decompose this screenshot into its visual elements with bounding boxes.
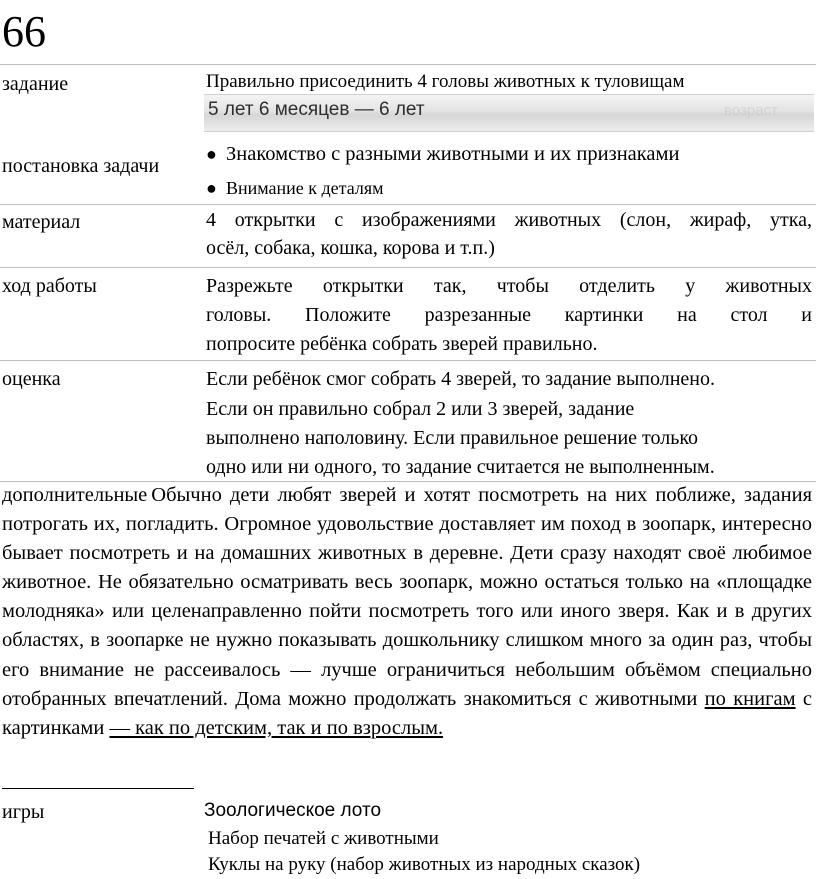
- evaluation-line-4: одно или ни одного, то задание считается не выполненным.: [206, 456, 715, 478]
- additional-text-mid: с картинками: [2, 687, 812, 739]
- row-divider: [0, 267, 816, 268]
- section-rule: [2, 788, 194, 789]
- games-label: игры: [2, 801, 45, 823]
- goal-label: постановка задачи: [2, 155, 160, 177]
- material-line-2: осёл, собака, кошка, корова и т.п.): [206, 237, 495, 259]
- age-range-strip: [204, 94, 814, 132]
- goal-item-1: [206, 140, 679, 168]
- additional-text: Обычно дети любят зверей и хотят посмотреть на них поближе, задания потрогать их, погладить. Огромное удовольствие доставляет им поход в зоопарк, интересно бывает посмотреть и на домашних животных в деревне. Дети сразу находят своё любимое животное. Не обязательно осматривать весь зоопарк, можно остаться только на «площадке молодняка» или целенаправленно пойти посмотреть того или иного зверя. Как и в других областях, в зоопарке не нужно показывать дошкольнику слишком много за один раз, чтобы его внимание не рассеивалось — лучше ограничиться небольшим объёмом специально отобранных впечатлений. Дома можно продолжать знакомиться с животными: [2, 484, 812, 710]
- bullet-icon: ●: [206, 178, 217, 198]
- evaluation-line-2: Если он правильно собрал 2 или 3 зверей, задание: [206, 398, 635, 420]
- additional-tasks-paragraph: [2, 481, 812, 743]
- procedure-line-2: головы. Положите разрезанные картинки на стол и: [206, 304, 812, 326]
- procedure-line-3: попросите ребёнка собрать зверей правильно.: [206, 333, 598, 355]
- page-number: 66: [2, 7, 46, 56]
- material-line-1: 4 открытки с изображениями животных (слон, жираф, утка,: [206, 209, 812, 231]
- books-kind-link[interactable]: — как по детским, так и по взрослым.: [109, 716, 444, 739]
- row-divider: [0, 204, 816, 205]
- evaluation-label: оценка: [2, 368, 61, 390]
- books-link[interactable]: по книгам: [704, 687, 796, 710]
- row-divider: [0, 360, 816, 361]
- task-value: Правильно присоединить 4 головы животных к туловищам: [206, 71, 685, 92]
- goal-item-text: Знакомство с разными животными и их признаками: [226, 143, 680, 165]
- games-item-1: Зоологическое лото: [204, 800, 382, 821]
- evaluation-line-1: Если ребёнок смог собрать 4 зверей, то задание выполнено.: [206, 368, 715, 390]
- procedure-label: ход работы: [2, 275, 97, 297]
- additional-label: дополнительные: [2, 484, 148, 506]
- age-ghost-text: возраст: [724, 102, 778, 119]
- evaluation-line-3: выполнено наполовину. Если правильное решение только: [206, 427, 699, 449]
- goal-item-2: [206, 174, 384, 202]
- procedure-line-1: Разрежьте открытки так, чтобы отделить у животных: [206, 275, 812, 297]
- material-label: материал: [2, 211, 81, 233]
- age-range-text: 5 лет 6 месяцев — 6 лет: [208, 99, 425, 120]
- task-label: задание: [2, 73, 69, 95]
- games-item-3: Куклы на руку (набор животных из народных сказок): [208, 854, 641, 875]
- row-divider: [0, 64, 816, 65]
- games-item-2: Набор печатей с животными: [208, 828, 439, 849]
- goal-item-text: Внимание к деталям: [226, 178, 384, 198]
- bullet-icon: ●: [206, 144, 217, 164]
